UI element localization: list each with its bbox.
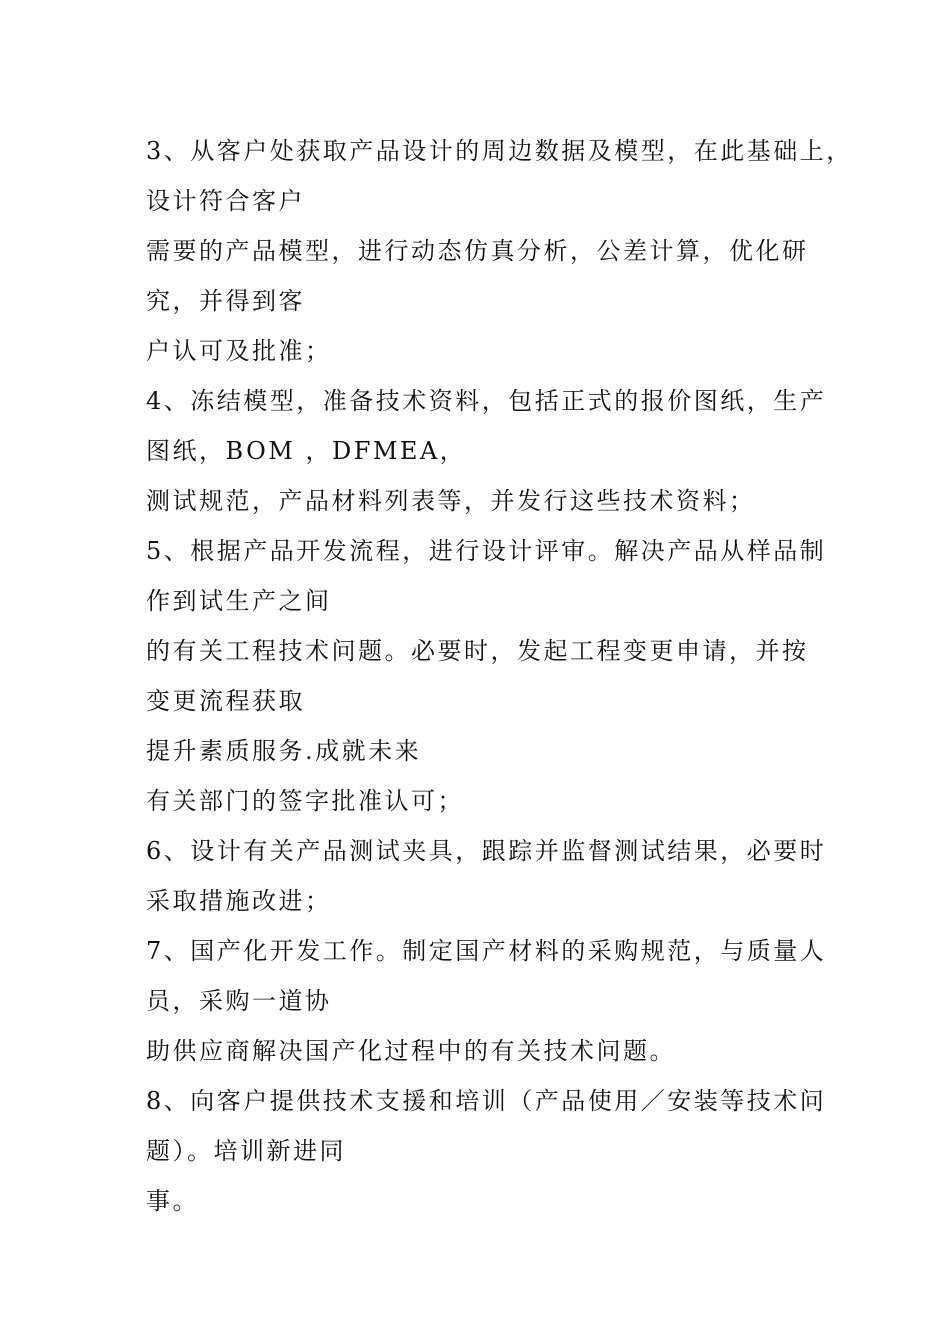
text-line: 5、根据产品开发流程，进行设计评审。解决产品从样品制 (146, 537, 827, 565)
text-line: 事。 (146, 1187, 199, 1215)
text-line: 图纸，BOM ，DFMEA， (146, 437, 467, 465)
text-line: 题）。培训新进同 (146, 1137, 346, 1165)
text-line: 6、设计有关产品测试夹具，跟踪并监督测试结果，必要时 (146, 837, 827, 865)
text-line: 的有关工程技术问题。必要时，发起工程变更申请，并按 (146, 637, 809, 665)
text-line: 设计符合客户 (146, 187, 305, 215)
text-line: 户认可及批准； (146, 337, 332, 365)
text-line: 助供应商解决国产化过程中的有关技术问题。 (146, 1037, 676, 1065)
text-line: 测试规范，产品材料列表等，并发行这些技术资料； (146, 487, 756, 515)
text-line: 采取措施改进； (146, 887, 332, 915)
text-line: 作到试生产之间 (146, 587, 332, 615)
text-line: 提升素质服务.成就未来 (146, 737, 422, 765)
text-line: 究，并得到客 (146, 287, 305, 315)
text-line: 7、国产化开发工作。制定国产材料的采购规范，与质量人 (146, 937, 827, 965)
text-line: 有关部门的签字批准认可； (146, 787, 464, 815)
text-line: 需要的产品模型，进行动态仿真分析，公差计算，优化研 (146, 237, 809, 265)
text-line: 8、向客户提供技术支援和培训（产品使用／安装等技术问 (146, 1087, 827, 1115)
text-line: 4、冻结模型，准备技术资料，包括正式的报价图纸，生产 (146, 387, 827, 415)
text-line: 3、从客户处获取产品设计的周边数据及模型，在此基础上， (146, 137, 853, 165)
text-line: 变更流程获取 (146, 687, 305, 715)
text-line: 员，采购一道协 (146, 987, 332, 1015)
